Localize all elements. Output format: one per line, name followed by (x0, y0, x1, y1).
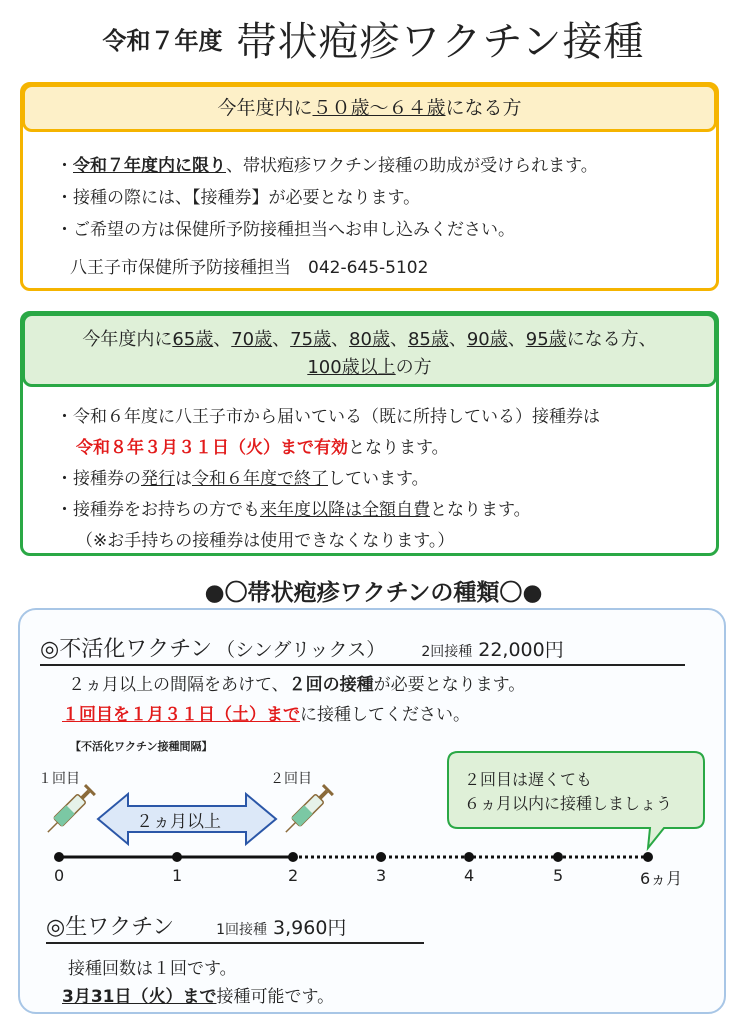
tick-label: 1 (172, 866, 183, 885)
title-year: 令和７年度 (102, 27, 223, 55)
syringe-icon (43, 784, 96, 837)
list-item: ・ご希望の方は保健所予防接種担当へお申し込みください。 (56, 220, 515, 240)
interval-diagram-title: 【不活化ワクチン接種間隔】 (70, 740, 213, 753)
list-item-continuation: 令和８年３月３１日（火）まで有効となります。 (76, 438, 449, 458)
list-item: ・令和６年度に八王子市から届いている（既に所持している）接種券は (56, 407, 600, 427)
inactivated-vaccine-heading: ◎不活化ワクチン （シングリックス） 2回接種 22,000円 (40, 632, 685, 666)
live-desc-2: 3月31日（火）まで接種可能です。 (62, 987, 335, 1007)
tick-label: 5 (553, 866, 564, 885)
inactivated-desc-2: １回目を１月３１日（土）までに接種してください。 (62, 705, 470, 725)
inactivated-desc-1: ２ヵ月以上の間隔をあけて、２回の接種が必要となります。 (68, 675, 526, 695)
syringe-icon (281, 784, 334, 837)
age-range: ５０歳～６４歳 (312, 97, 446, 119)
vaccine-types-heading: ●〇帯状疱疹ワクチンの種類〇● (204, 580, 543, 606)
second-dose-label: ２回目 (270, 771, 312, 787)
tick-label: 4 (464, 866, 475, 885)
live-desc-1: 接種回数は１回です。 (68, 959, 237, 979)
tick-label: 3 (376, 866, 387, 885)
first-dose-label: １回目 (38, 771, 80, 787)
list-item: ・接種券の発行は令和６年度で終了しています。 (56, 469, 429, 489)
tick-label: 0 (54, 866, 65, 885)
contact-phone: 八王子市保健所予防接種担当 042-645-5102 (70, 258, 429, 278)
section-50-64-heading: 今年度内に５０歳～６４歳になる方 (22, 84, 717, 132)
list-item: ・接種券をお持ちの方でも来年度以降は全額自費となります。 (56, 500, 531, 520)
live-vaccine-heading: ◎生ワクチン 1回接種 3,960円 (46, 910, 424, 944)
bubble-text: ２回目は遅くても ６ヵ月以内に接種しましょう (464, 770, 673, 813)
title-main: 帯状疱疹ワクチン接種 (236, 19, 645, 65)
list-item: ・接種の際には、【接種券】が必要となります。 (56, 188, 421, 208)
two-month-label: ２ヵ月以上 (136, 812, 221, 832)
list-item: ・令和７年度内に限り、帯状疱疹ワクチン接種の助成が受けられます。 (56, 156, 598, 176)
tick-label: 2 (288, 866, 299, 885)
list-note: （※お手持ちの接種券は使用できなくなります。） (76, 531, 455, 551)
section-65-plus-heading: 今年度内に65歳、70歳、75歳、80歳、85歳、90歳、95歳になる方、 100歳以上の方 (22, 313, 717, 387)
tick-label: 6ヵ月 (640, 869, 683, 888)
